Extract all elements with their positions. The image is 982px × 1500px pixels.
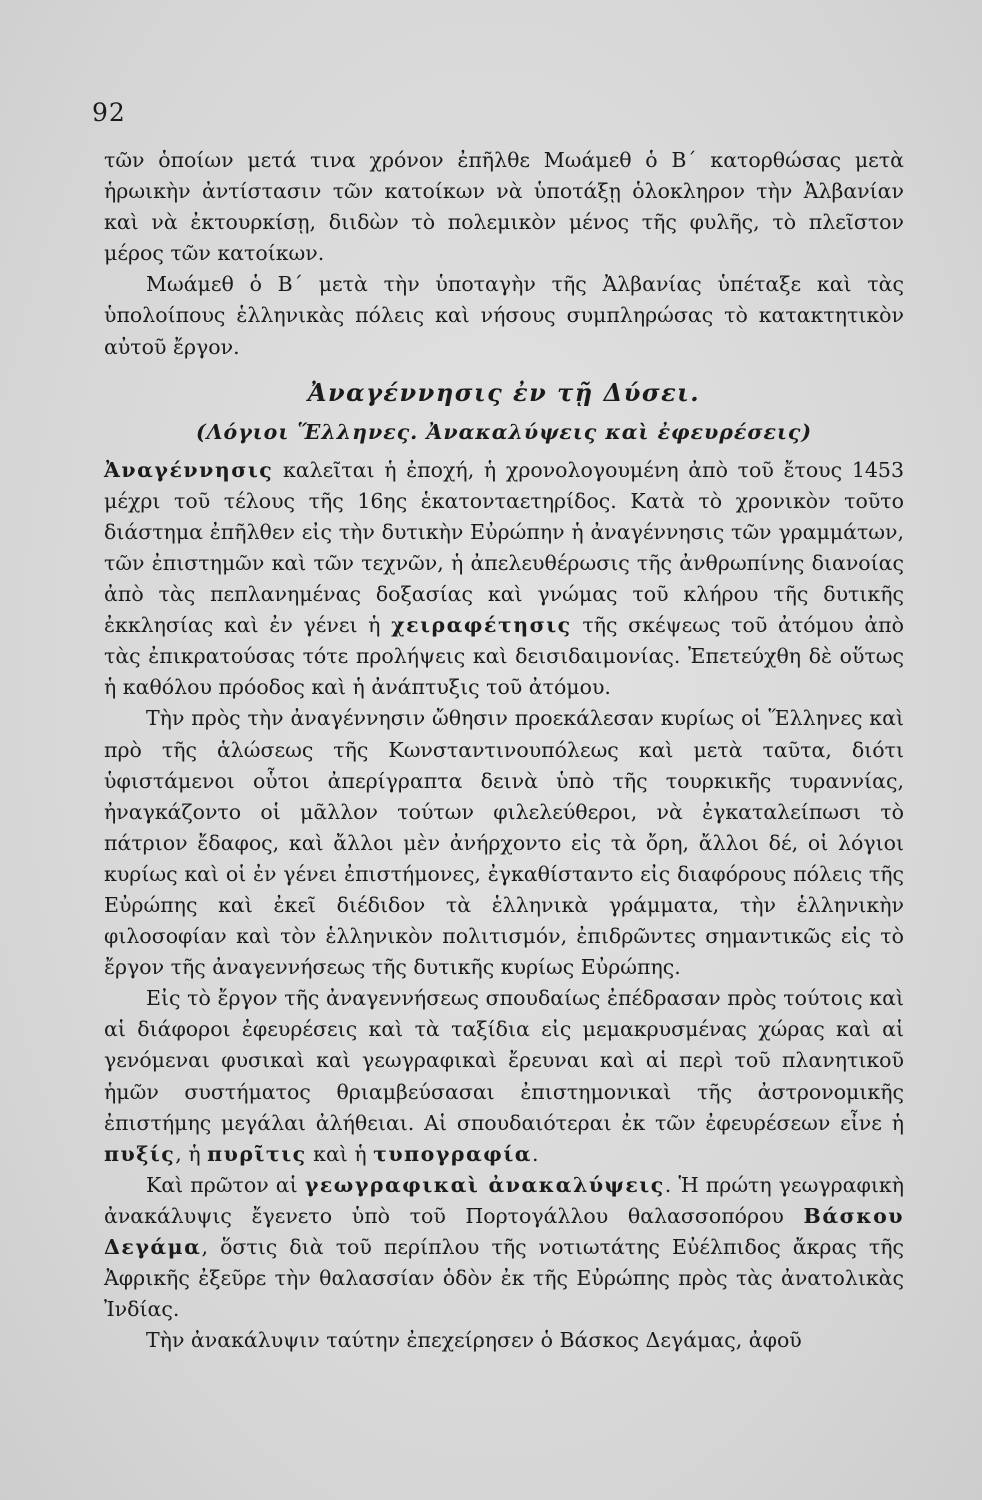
paragraph-1: τῶν ὁποίων μετά τινα χρόνον ἐπῆλθε Μωάμεθ ὁ Β΄ κατορθώσας μετὰ ἡρωικὴν ἀντίστασιν τῶν κατοίκων νὰ ὑποτάξῃ ὁλοκληρον τὴν Ἀλβανίαν καὶ νὰ ἐκτουρκίσῃ, διιδὼν τὸ πολεμικὸν μένος τῆς φυλῆς, τὸ πλεῖστον μέρος τῶν κατοίκων. [104, 148, 904, 266]
paragraph-text: καλεῖται ἡ ἐποχή, ἡ χρονολογουμένη ἀπὸ τοῦ ἔτους 1453 μέχρι τοῦ τέλους τῆς 16ης ἑκατονταετηρίδος. Κατὰ τὸ χρονικὸν τοῦτο διάστημα ἐπῆλθεν εἰς τὴν δυτικὴν Εὐρώπην ἡ ἀναγέννησις τῶν γραμμάτων, τῶν ἐπιστημῶν καὶ τῶν τεχνῶν, ἡ ἀπελευθέρωσις τῆς ἀνθρωπίνης διανοίας ἀπὸ τὰς πεπλανημένας δοξασίας καὶ γνώμας τοῦ κλήρου τῆς δυτικῆς ἐκκλησίας καὶ ἐν γένει ἡ [104, 457, 904, 638]
spaced-term: Ἀναγέννησις [104, 457, 274, 482]
spaced-term: τυπογραφία [373, 1141, 533, 1166]
section-subheading: (Λόγιοι Ἕλληνες. Ἀνακαλύψεις καὶ ἐφευρέσεις) [195, 419, 813, 444]
paragraph-2: Μωάμεθ ὁ Β΄ μετὰ τὴν ὑποταγὴν τῆς Ἀλβανίας ὑπέταξε καὶ τὰς ὑπολοίπους ἑλληνικὰς πόλεις καὶ νήσους συμπληρώσας τὸ κατακτητικὸν αὐτοῦ ἔργον. [104, 272, 904, 359]
page-body [104, 145, 904, 1356]
paragraph-text: τῆς σκέψεως τοῦ ἀτόμου ἀπὸ τὰς ἐπικρατούσας τότε προλήψεις καὶ δεισιδαιμονίας. Ἐπετεύχθη δὲ οὕτως ἡ καθόλου πρόοδος καὶ ἡ ἀνάπτυξις τοῦ ἀτόμου. [104, 613, 904, 700]
paragraph-text: . [532, 1141, 539, 1166]
spaced-term: πυρῖτις [207, 1141, 307, 1166]
paragraph-5 [104, 983, 904, 1170]
spaced-term: πυξίς [104, 1141, 176, 1166]
paragraph-text: Καὶ πρῶτον αἱ [146, 1172, 305, 1197]
paragraph-4: Τὴν πρὸς τὴν ἀναγέννησιν ὤθησιν προεκάλεσαν κυρίως οἱ Ἕλληνες καὶ πρὸ τῆς ἁλώσεως τῆς Κωνσταντινουπόλεως καὶ μετὰ ταῦτα, διότι ὑφιστάμενοι οὗτοι ἀπερίγραπτα δεινὰ ὑπὸ τῆς τουρκικῆς τυραννίας, ἠναγκάζοντο οἱ μᾶλλον τούτων φιλελεύθεροι, νὰ ἐγκαταλείπωσι τὸ πάτριον ἔδαφος, καὶ ἄλλοι μὲν ἀνήρχοντο εἰς τὰ ὄρη, ἄλλοι δέ, οἱ λόγιοι κυρίως καὶ οἱ ἐν γένει ἐπιστήμονες, ἐγκαθίσταντο εἰς διαφόρους πόλεις τῆς Εὐρώπης καὶ ἐκεῖ διέδιδον τὰ ἑλληνικὰ γράμματα, τὴν ἑλληνικὴν φιλοσοφίαν καὶ τὸν ἑλληνικὸν πολιτισμόν, ἐπιδρῶντες σημαντικῶς εἰς τὸ ἔργον τῆς ἀναγεννήσεως τῆς δυτικῆς κυρίως Εὐρώπης. [104, 706, 904, 980]
page-number: 92 [92, 98, 126, 127]
paragraph-6 [104, 1170, 904, 1325]
paragraph-text: , ἡ [175, 1141, 208, 1166]
spaced-term: γεωγραφικαὶ ἀνακαλύψεις [304, 1172, 665, 1197]
spaced-term: χειραφέτησις [391, 613, 572, 638]
section-heading: Ἀναγέννησις ἐν τῇ Δύσει. [307, 377, 701, 407]
paragraph-text: καὶ ἡ [306, 1141, 374, 1166]
paragraph-3 [104, 455, 904, 704]
paragraph-7: Τὴν ἀνακάλυψιν ταύτην ἐπεχείρησεν ὁ Βάσκος Δεγάμας, ἀφοῦ [146, 1328, 802, 1353]
paragraph-text: Εἰς τὸ ἔργον τῆς ἀναγεννήσεως σπουδαίως ἐπέδρασαν πρὸς τούτοις καὶ αἱ διάφοροι ἐφευρέσεις καὶ τὰ ταξίδια εἰς μεμακρυσμένας χώρας καὶ αἱ γενόμεναι φυσικαὶ καὶ γεωγραφικαὶ ἔρευναι καὶ αἱ περὶ τοῦ πλανητικοῦ ἡμῶν συστήματος θριαμβεύσασαι ἐπιστημονικαὶ τῆς ἀστρονομικῆς ἐπιστήμης μεγάλαι ἀλήθειαι. Αἱ σπουδαιότεραι ἐκ τῶν ἐφευρέσεων εἶνε ἡ [104, 986, 904, 1135]
paragraph-text: , ὅστις διὰ τοῦ περίπλου τῆς νοτιωτάτης Εὐέλπιδος ἄκρας τῆς Ἀφρικῆς ἐξεῦρε τὴν θαλασσίαν ὁδὸν ἐκ τῆς Εὐρώπης πρὸς τὰς ἀνατολικὰς Ἰνδίας. [104, 1235, 904, 1322]
spaced-term: Βάσκου Δεγάμα [104, 1203, 904, 1259]
paragraph-text: . Ἡ πρώτη γεωγραφικὴ ἀνακάλυψις ἔγενετο ὑπὸ τοῦ Πορτογάλλου θαλασσοπόρου [104, 1172, 905, 1228]
